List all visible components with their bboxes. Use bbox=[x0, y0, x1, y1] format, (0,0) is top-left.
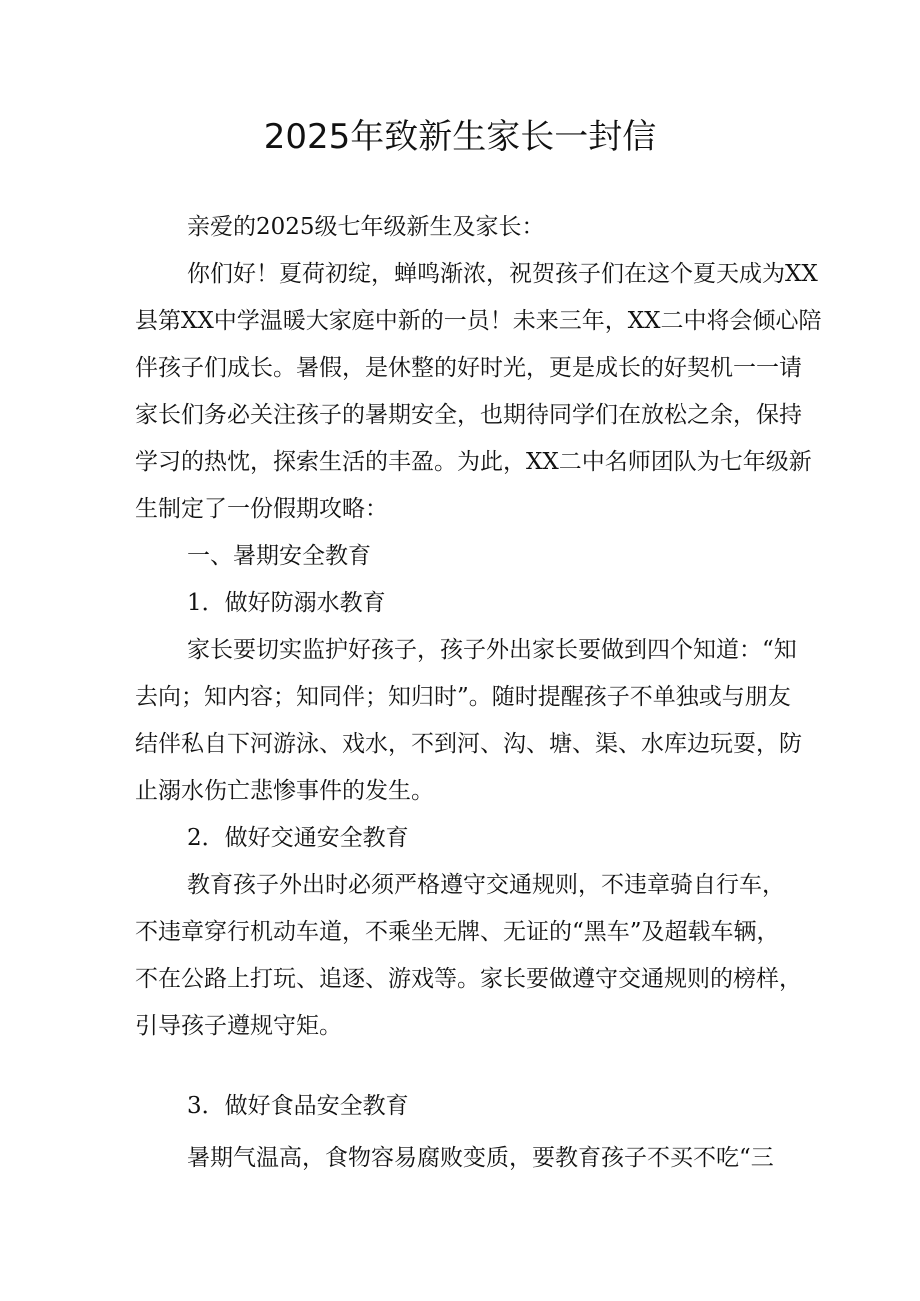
section-heading: 一、暑期安全教育 bbox=[187, 543, 371, 569]
item-line: 不在公路上打玩、追逐、游戏等。家长要做遵守交通规则的榜样， bbox=[135, 966, 802, 992]
item-line: 暑期气温高，食物容易腐败变质，要教育孩子不买不吃“三 bbox=[187, 1145, 774, 1171]
item-heading: 1．做好防溺水教育 bbox=[187, 590, 386, 616]
item-heading: 2．做好交通安全教育 bbox=[187, 825, 409, 851]
letter-body-continued bbox=[135, 1080, 795, 1184]
item-line: 家长要切实监护好孩子，孩子外出家长要做到四个知道：“知 bbox=[187, 637, 797, 663]
salutation: 亲爱的2025级七年级新生及家长： bbox=[187, 214, 545, 240]
intro-line: 你们好！夏荷初绽，蝉鸣渐浓，祝贺孩子们在这个夏天成为XX bbox=[187, 261, 818, 287]
item-line: 止溺水伤亡悲惨事件的发生。 bbox=[135, 778, 434, 804]
intro-line: 生制定了一份假期攻略： bbox=[135, 496, 388, 522]
intro-line: 伴孩子们成长。暑假，是休整的好时光，更是成长的好契机一一请 bbox=[135, 355, 802, 381]
intro-line: 学习的热忱，探索生活的丰盈。为此，XX二中名师团队为七年级新 bbox=[135, 449, 812, 475]
intro-line: 县第XX中学温暖大家庭中新的一员！未来三年，XX二中将会倾心陪 bbox=[135, 308, 822, 334]
document-title: 2025年致新生家长一封信 bbox=[263, 117, 657, 157]
item-line: 引导孩子遵规守矩。 bbox=[135, 1013, 342, 1039]
item-heading: 3．做好食品安全教育 bbox=[187, 1093, 409, 1119]
item-line: 不违章穿行机动车道，不乘坐无牌、无证的“黑车”及超载车辆， bbox=[135, 919, 780, 945]
item-line: 教育孩子外出时必须严格遵守交通规则，不违章骑自行车， bbox=[187, 872, 785, 898]
item-line: 去向；知内容；知同伴；知归时”。随时提醒孩子不单独或与朋友 bbox=[135, 684, 791, 710]
item-line: 结伴私自下河游泳、戏水，不到河、沟、塘、渠、水库边玩耍，防 bbox=[135, 731, 802, 757]
intro-line: 家长们务必关注孩子的暑期安全，也期待同学们在放松之余，保持 bbox=[135, 402, 802, 428]
letter-body bbox=[135, 204, 822, 1050]
